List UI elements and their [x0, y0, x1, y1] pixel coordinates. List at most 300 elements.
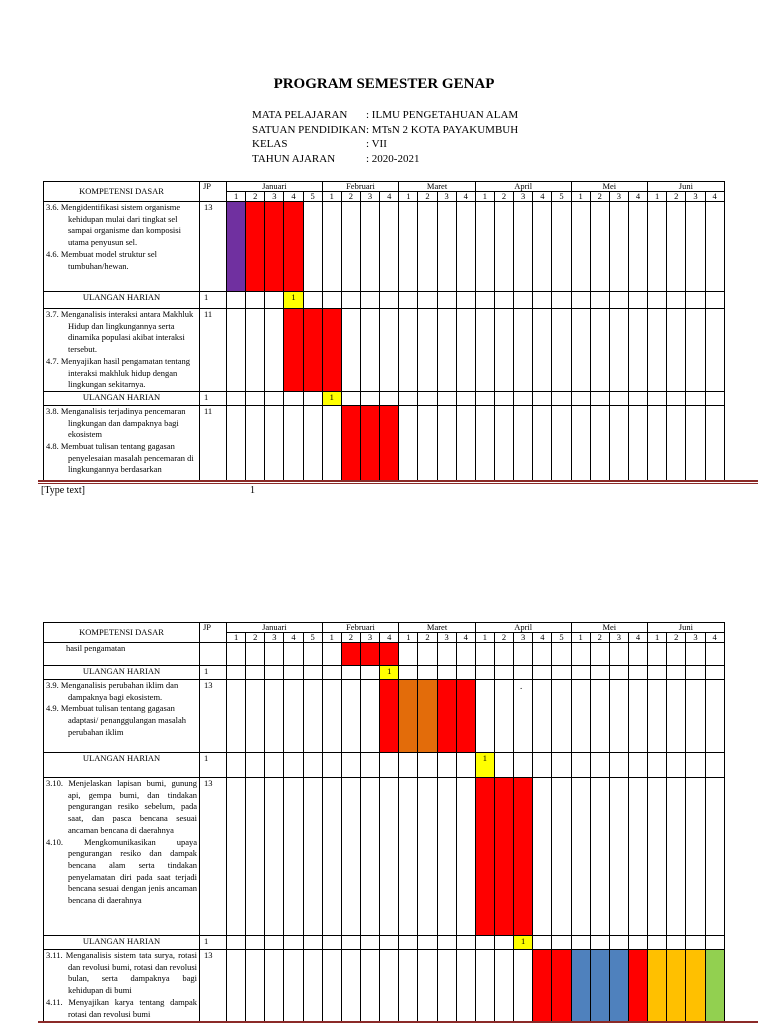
jp-cell: 11	[200, 309, 227, 392]
week-cell	[533, 643, 552, 666]
week-cell	[686, 391, 705, 405]
week-cell	[571, 753, 590, 778]
schedule-fill-amber	[686, 950, 705, 1022]
meta-row	[252, 123, 518, 138]
schedule-fill-red	[533, 950, 552, 1022]
week-cell	[399, 405, 418, 480]
header-week-number: 2	[341, 633, 360, 643]
schedule-fill-orange	[418, 680, 437, 753]
week-cell	[590, 680, 609, 753]
week-cell	[284, 778, 303, 936]
header-week-number: 4	[705, 192, 724, 202]
week-cell	[418, 936, 437, 950]
week-cell	[475, 950, 494, 1022]
week-cell	[533, 202, 552, 292]
week-cell	[628, 391, 647, 405]
kd-cell	[44, 391, 200, 405]
table-row	[44, 753, 725, 778]
week-cell	[437, 936, 456, 950]
week-cell	[475, 202, 494, 292]
header-week-number: 3	[686, 633, 705, 643]
header-month: Februari	[322, 182, 399, 192]
week-cell	[648, 309, 667, 392]
header-week-number: 2	[494, 192, 513, 202]
week-cell	[322, 405, 341, 480]
week-cell	[437, 405, 456, 480]
week-cell	[303, 778, 322, 936]
week-cell	[494, 391, 513, 405]
week-cell	[494, 405, 513, 480]
week-cell	[360, 753, 379, 778]
jp-cell: 13	[200, 202, 227, 292]
week-cell	[533, 391, 552, 405]
kd-text: ULANGAN HARIAN	[82, 936, 161, 946]
week-cell	[628, 405, 647, 480]
header-week-number: 1	[322, 633, 341, 643]
table-row	[44, 391, 725, 405]
schedule-fill-yellow: 1	[475, 753, 494, 778]
week-cell	[227, 936, 246, 950]
table-row	[44, 292, 725, 309]
week-cell	[475, 391, 494, 405]
week-cell	[380, 778, 399, 936]
week-cell	[456, 202, 475, 292]
header-week-number: 1	[571, 192, 590, 202]
week-cell	[399, 753, 418, 778]
week-cell	[552, 292, 571, 309]
kd-cell	[44, 643, 200, 666]
week-cell	[399, 778, 418, 936]
week-cell	[475, 666, 494, 680]
week-cell	[590, 309, 609, 392]
schedule-table-1	[43, 181, 725, 481]
week-cell	[284, 753, 303, 778]
kd-text: 4.7. Menyajikan hasil pengamatan tentang interaksi makhluk hidup dengan lingkungan sekitarnya.	[46, 355, 190, 390]
header-week-number: 2	[667, 633, 686, 643]
schedule-fill-red	[341, 405, 360, 480]
kd-cell	[44, 202, 200, 292]
header-week-number: 2	[590, 633, 609, 643]
week-cell	[341, 778, 360, 936]
week-cell	[456, 753, 475, 778]
week-cell	[475, 936, 494, 950]
week-cell	[514, 753, 533, 778]
week-cell	[648, 680, 667, 753]
week-cell	[533, 292, 552, 309]
week-cell	[648, 292, 667, 309]
schedule-fill-amber	[648, 950, 667, 1022]
week-cell	[246, 391, 265, 405]
week-cell	[552, 666, 571, 680]
week-cell	[667, 643, 686, 666]
week-cell	[571, 202, 590, 292]
week-cell	[475, 309, 494, 392]
week-cell	[609, 643, 628, 666]
week-cell	[380, 202, 399, 292]
week-cell	[514, 405, 533, 480]
week-cell	[609, 680, 628, 753]
week-cell	[571, 391, 590, 405]
header-week-number: 1	[322, 192, 341, 202]
header-week-number: 4	[380, 633, 399, 643]
week-cell	[418, 753, 437, 778]
kd-cell	[44, 950, 200, 1022]
meta-value: : VII	[366, 138, 387, 150]
week-cell	[533, 936, 552, 950]
footer-rule-thin	[38, 483, 758, 484]
week-cell	[418, 950, 437, 1022]
week-cell	[341, 292, 360, 309]
week-cell	[418, 292, 437, 309]
week-cell	[246, 309, 265, 392]
week-cell	[265, 666, 284, 680]
week-cell	[303, 391, 322, 405]
week-cell	[380, 936, 399, 950]
week-cell	[322, 778, 341, 936]
kd-cell	[44, 309, 200, 392]
header-week-number: 1	[475, 192, 494, 202]
week-cell	[552, 753, 571, 778]
week-cell	[590, 202, 609, 292]
week-cell	[322, 950, 341, 1022]
week-cell	[628, 643, 647, 666]
header-week-number: 4	[628, 633, 647, 643]
week-cell	[571, 292, 590, 309]
jp-cell: 11	[200, 405, 227, 480]
week-cell	[437, 666, 456, 680]
week-cell	[552, 936, 571, 950]
footer-rule	[38, 480, 758, 482]
week-cell	[265, 778, 284, 936]
header-week-number: 2	[590, 192, 609, 202]
week-cell	[227, 405, 246, 480]
header-week-number: 3	[514, 192, 533, 202]
week-cell	[437, 292, 456, 309]
week-cell	[552, 309, 571, 392]
header-week-number: 2	[246, 633, 265, 643]
week-cell	[609, 292, 628, 309]
kd-cell	[44, 753, 200, 778]
schedule-fill-amber	[667, 950, 686, 1022]
schedule-fill-red	[322, 309, 341, 392]
kd-cell	[44, 680, 200, 753]
kd-cell	[44, 405, 200, 480]
week-cell	[284, 680, 303, 753]
jp-cell	[200, 643, 227, 666]
week-cell	[380, 391, 399, 405]
week-cell	[399, 391, 418, 405]
page-title: PROGRAM SEMESTER GENAP	[273, 76, 495, 92]
week-cell	[418, 643, 437, 666]
week-cell	[246, 292, 265, 309]
week-cell	[705, 391, 724, 405]
schedule-fill-red	[552, 950, 571, 1022]
week-cell	[686, 936, 705, 950]
table-row	[44, 643, 725, 666]
table-row	[44, 309, 725, 392]
week-cell	[322, 753, 341, 778]
week-cell	[380, 309, 399, 392]
week-cell	[552, 680, 571, 753]
kd-cell	[44, 666, 200, 680]
week-cell	[494, 950, 513, 1022]
week-cell	[456, 309, 475, 392]
week-cell	[322, 680, 341, 753]
jp-cell: 13	[200, 950, 227, 1022]
schedule-fill-orange	[399, 680, 418, 753]
page-bottom-rule	[38, 1021, 758, 1023]
header-week-number: 1	[648, 192, 667, 202]
week-cell	[437, 309, 456, 392]
schedule-fill-red	[380, 643, 399, 666]
week-cell	[265, 405, 284, 480]
week-cell	[590, 405, 609, 480]
week-cell	[475, 405, 494, 480]
week-cell	[322, 202, 341, 292]
week-cell	[284, 391, 303, 405]
header-month: April	[475, 182, 571, 192]
week-cell	[552, 391, 571, 405]
week-cell	[341, 666, 360, 680]
week-cell	[456, 950, 475, 1022]
jp-cell: 13	[200, 778, 227, 936]
header-week-number: 4	[284, 192, 303, 202]
kd-cell	[44, 936, 200, 950]
week-cell	[227, 391, 246, 405]
kd-text: ULANGAN HARIAN	[82, 292, 161, 302]
jp-cell: 1	[200, 753, 227, 778]
week-cell	[456, 666, 475, 680]
jp-cell: 13	[200, 680, 227, 753]
week-cell	[494, 936, 513, 950]
week-cell	[246, 680, 265, 753]
header-week-number: 3	[437, 633, 456, 643]
header-week-number: 1	[227, 192, 246, 202]
week-cell	[571, 643, 590, 666]
schedule-fill-yellow: 1	[380, 666, 399, 680]
table-row	[44, 202, 725, 292]
week-cell	[246, 643, 265, 666]
week-cell	[380, 950, 399, 1022]
week-cell	[475, 643, 494, 666]
week-cell	[571, 666, 590, 680]
week-cell	[648, 778, 667, 936]
week-cell	[514, 292, 533, 309]
schedule-fill-red	[380, 680, 399, 753]
schedule-fill-red	[360, 405, 379, 480]
header-jp: JP	[200, 182, 227, 202]
week-cell	[227, 643, 246, 666]
header-week-number: 4	[533, 192, 552, 202]
week-cell	[514, 666, 533, 680]
kd-text: 4.11. Menyajikan karya tentang dampak rotasi dan revolusi bumi	[46, 996, 197, 1019]
week-cell	[590, 666, 609, 680]
week-cell	[303, 292, 322, 309]
header-week-number: 4	[628, 192, 647, 202]
week-cell	[705, 680, 724, 753]
week-cell	[686, 680, 705, 753]
header-week-number: 4	[533, 633, 552, 643]
week-cell	[246, 753, 265, 778]
week-cell	[667, 680, 686, 753]
header-week-number: 1	[399, 192, 418, 202]
week-cell	[686, 309, 705, 392]
meta-key: KELAS	[252, 138, 288, 150]
header-week-number: 4	[456, 192, 475, 202]
header-week-number: 3	[265, 192, 284, 202]
meta-row	[252, 108, 518, 123]
week-cell	[514, 202, 533, 292]
schedule-fill-red	[303, 309, 322, 392]
schedule-fill-blue	[590, 950, 609, 1022]
kd-cell	[44, 778, 200, 936]
header-week-number: 3	[609, 192, 628, 202]
header-week-number: 3	[686, 192, 705, 202]
header-month: Mei	[571, 623, 648, 633]
schedule-fill-yellow: 1	[322, 391, 341, 405]
week-cell	[590, 292, 609, 309]
schedule-fill-red	[341, 643, 360, 666]
week-cell	[667, 936, 686, 950]
week-cell	[475, 680, 494, 753]
week-cell	[322, 936, 341, 950]
kd-text: hasil pengamatan	[66, 643, 126, 653]
week-cell	[265, 309, 284, 392]
week-cell	[571, 778, 590, 936]
week-cell	[437, 753, 456, 778]
kd-text: ULANGAN HARIAN	[82, 391, 161, 402]
week-cell	[590, 753, 609, 778]
schedule-fill-red	[284, 309, 303, 392]
schedule-fill-red	[437, 680, 456, 753]
week-cell	[705, 405, 724, 480]
header-week-number: 3	[360, 192, 379, 202]
week-cell	[494, 309, 513, 392]
kd-text: ULANGAN HARIAN	[82, 753, 161, 763]
week-cell	[514, 680, 533, 753]
header-month: April	[475, 623, 571, 633]
week-cell	[418, 666, 437, 680]
week-cell	[533, 753, 552, 778]
header-week-number: 3	[514, 633, 533, 643]
week-cell	[246, 405, 265, 480]
header-kompetensi-dasar: KOMPETENSI DASAR	[44, 182, 200, 202]
week-cell	[418, 778, 437, 936]
week-cell	[360, 778, 379, 936]
header-week-number: 1	[475, 633, 494, 643]
week-cell	[303, 202, 322, 292]
week-cell	[667, 405, 686, 480]
schedule-fill-red	[380, 405, 399, 480]
week-cell	[667, 666, 686, 680]
week-cell	[380, 292, 399, 309]
week-cell	[227, 666, 246, 680]
week-cell	[628, 936, 647, 950]
header-month: Maret	[399, 623, 476, 633]
week-cell	[360, 950, 379, 1022]
week-cell	[341, 950, 360, 1022]
week-cell	[303, 936, 322, 950]
meta-value: : MTsN 2 KOTA PAYAKUMBUH	[366, 123, 519, 136]
schedule-fill-red	[360, 643, 379, 666]
week-cell	[667, 753, 686, 778]
week-cell	[494, 292, 513, 309]
week-cell	[628, 778, 647, 936]
schedule-fill-purple	[227, 202, 246, 292]
week-cell	[246, 778, 265, 936]
schedule-fill-green	[705, 950, 724, 1022]
schedule-fill-blue	[571, 950, 590, 1022]
table-row	[44, 405, 725, 480]
header-week-number: 4	[284, 633, 303, 643]
week-cell	[552, 405, 571, 480]
week-cell	[571, 405, 590, 480]
week-cell	[590, 778, 609, 936]
week-cell	[360, 391, 379, 405]
week-cell	[456, 292, 475, 309]
kd-text: 3.11. Menganalisis sistem tata surya, rotasi dan revolusi bumi, rotasi dan revolusi bulan, serta dampaknya bagi kehidupan di bumi	[46, 950, 197, 996]
header-month: Januari	[227, 623, 323, 633]
header-week-number: 5	[303, 192, 322, 202]
week-cell	[456, 405, 475, 480]
jp-cell: 1	[200, 666, 227, 680]
week-cell	[686, 753, 705, 778]
week-cell	[418, 391, 437, 405]
week-cell	[437, 778, 456, 936]
schedule-fill-yellow: 1	[514, 936, 533, 950]
week-cell	[265, 950, 284, 1022]
week-cell	[648, 753, 667, 778]
header-week-number: 3	[360, 633, 379, 643]
week-cell	[437, 950, 456, 1022]
table-row	[44, 680, 725, 753]
week-cell	[341, 936, 360, 950]
header-week-number: 2	[246, 192, 265, 202]
week-cell	[609, 753, 628, 778]
table-row	[44, 950, 725, 1022]
header-week-number: 4	[380, 192, 399, 202]
meta-key: SATUAN PENDIDIKAN	[252, 123, 366, 136]
week-cell	[686, 202, 705, 292]
footer-placeholder-text: [Type text]	[41, 485, 86, 496]
header-month: Mei	[571, 182, 648, 192]
week-cell	[322, 666, 341, 680]
week-cell	[609, 778, 628, 936]
week-cell	[284, 950, 303, 1022]
table-row	[44, 778, 725, 936]
header-week-number: 3	[437, 192, 456, 202]
week-cell	[246, 936, 265, 950]
jp-cell: 1	[200, 292, 227, 309]
meta-value: : ILMU PENGETAHUAN ALAM	[366, 109, 519, 121]
week-cell	[609, 405, 628, 480]
week-cell	[227, 778, 246, 936]
header-month: Juni	[648, 182, 725, 192]
header-row-months	[44, 623, 725, 633]
week-cell	[648, 391, 667, 405]
schedule-fill-red	[628, 950, 647, 1022]
table-row	[44, 666, 725, 680]
week-cell	[667, 202, 686, 292]
header-kompetensi-dasar: KOMPETENSI DASAR	[44, 623, 200, 643]
week-cell	[341, 753, 360, 778]
header-month: Februari	[322, 623, 399, 633]
week-cell	[514, 309, 533, 392]
week-cell	[705, 778, 724, 936]
week-cell	[609, 202, 628, 292]
week-cell	[494, 202, 513, 292]
week-cell	[667, 778, 686, 936]
